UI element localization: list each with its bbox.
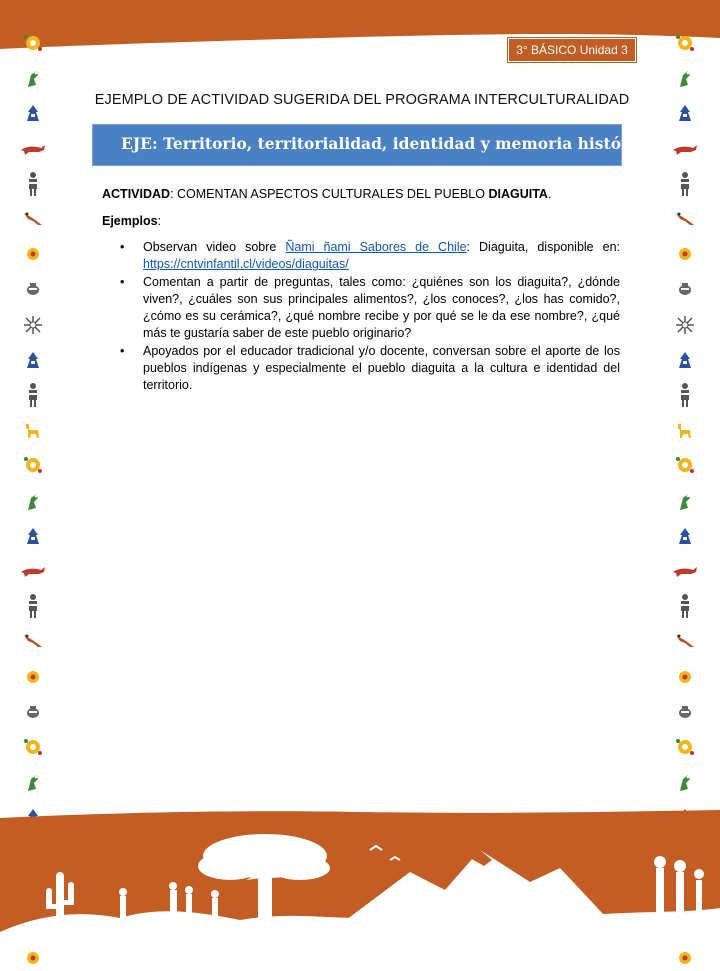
activity-end: . — [547, 187, 552, 201]
sunburst-icon — [670, 312, 700, 338]
totem-icon — [18, 171, 48, 197]
bird-icon — [670, 769, 700, 795]
flower-icon — [670, 664, 700, 690]
bird-icon — [18, 65, 48, 91]
figure-icon — [670, 347, 700, 373]
left-decorative-column — [18, 30, 48, 840]
pot-icon — [670, 276, 700, 302]
bullet-text: Apoyados por el educador tradicional y/o docente, conversan sobre el aporte de los pueblos indígenas y especialmente el pueblo diaguita a la cultura e identidad del territorio. — [143, 343, 620, 393]
totem-icon — [18, 382, 48, 408]
page-title: EJEMPLO DE ACTIVIDAD SUGERIDA DEL PROGRAMA INTERCULTURALIDAD — [94, 92, 630, 108]
figure-icon — [670, 100, 700, 126]
right-decorative-column — [670, 30, 700, 840]
grade-badge: 3° BÁSICO Unidad 3 — [508, 38, 636, 62]
bullet-text: : Diaguita, disponible en: — [466, 240, 621, 254]
sun-icon — [18, 734, 48, 760]
flower-icon — [18, 945, 48, 971]
totem-icon — [670, 171, 700, 197]
condor-icon — [18, 628, 48, 654]
activity-label: ACTIVIDAD — [102, 187, 171, 201]
bullet-text: Observan video sobre — [143, 240, 286, 254]
list-item — [118, 343, 620, 395]
totem-icon — [18, 593, 48, 619]
examples-list — [118, 239, 620, 395]
sun-icon — [670, 452, 700, 478]
condor-icon — [670, 628, 700, 654]
bullet-icon: • — [120, 343, 125, 358]
fox-icon — [18, 558, 48, 584]
pot-icon — [18, 699, 48, 725]
figure-icon — [18, 100, 48, 126]
totem-icon — [670, 593, 700, 619]
axis-title: EJE: Territorio, territorialidad, identidad y memoria histórica. — [121, 134, 660, 153]
pot-icon — [670, 699, 700, 725]
activity-line — [102, 187, 551, 201]
sunburst-icon — [18, 312, 48, 338]
fox-icon — [670, 136, 700, 162]
examples-label: Ejemplos — [102, 214, 158, 228]
totem-icon — [670, 382, 700, 408]
sun-icon — [670, 30, 700, 56]
bird-icon — [18, 769, 48, 795]
condor-icon — [670, 206, 700, 232]
flower-icon — [18, 664, 48, 690]
figure-icon — [18, 523, 48, 549]
list-item — [118, 274, 620, 343]
llama-icon — [670, 417, 700, 443]
bullet-icon: • — [120, 240, 125, 254]
flower-icon — [18, 241, 48, 267]
figure-icon — [18, 347, 48, 373]
bird-icon — [670, 488, 700, 514]
flower-icon — [670, 241, 700, 267]
bullet-text: Comentan a partir de preguntas, tales como: ¿quiénes son los diaguita?, ¿dónde viven?, ¿cuáles son sus principales alimentos?, ¿los conoces?, ¿los has comido?, ¿cómo es su cerámica?, ¿qué nombre recibe y por qué se le da ese nombre?, ¿qué más te gustaría saber de este pueblo originario? — [143, 274, 620, 341]
axis-banner — [92, 124, 660, 166]
flower-icon — [670, 945, 700, 971]
fox-icon — [18, 136, 48, 162]
bird-icon — [18, 488, 48, 514]
examples-colon: : — [157, 214, 162, 228]
examples-heading — [102, 214, 161, 228]
fox-icon — [670, 558, 700, 584]
sun-icon — [670, 734, 700, 760]
figure-icon — [670, 523, 700, 549]
url-link[interactable]: https://cntvinfantil.cl/videos/diaguitas/ — [143, 257, 349, 272]
activity-text: : COMENTAN ASPECTOS CULTURALES DEL PUEBLO — [170, 187, 489, 201]
footer-landscape-illustration — [0, 810, 720, 932]
activity-emphasis: DIAGUITA — [488, 187, 548, 201]
llama-icon — [18, 417, 48, 443]
video-link[interactable]: Ñami ñami Sabores de Chile — [285, 240, 467, 254]
bullet-icon: • — [120, 274, 125, 289]
sun-icon — [18, 30, 48, 56]
list-item — [118, 239, 620, 274]
sun-icon — [18, 452, 48, 478]
pot-icon — [18, 276, 48, 302]
bird-icon — [670, 65, 700, 91]
condor-icon — [18, 206, 48, 232]
